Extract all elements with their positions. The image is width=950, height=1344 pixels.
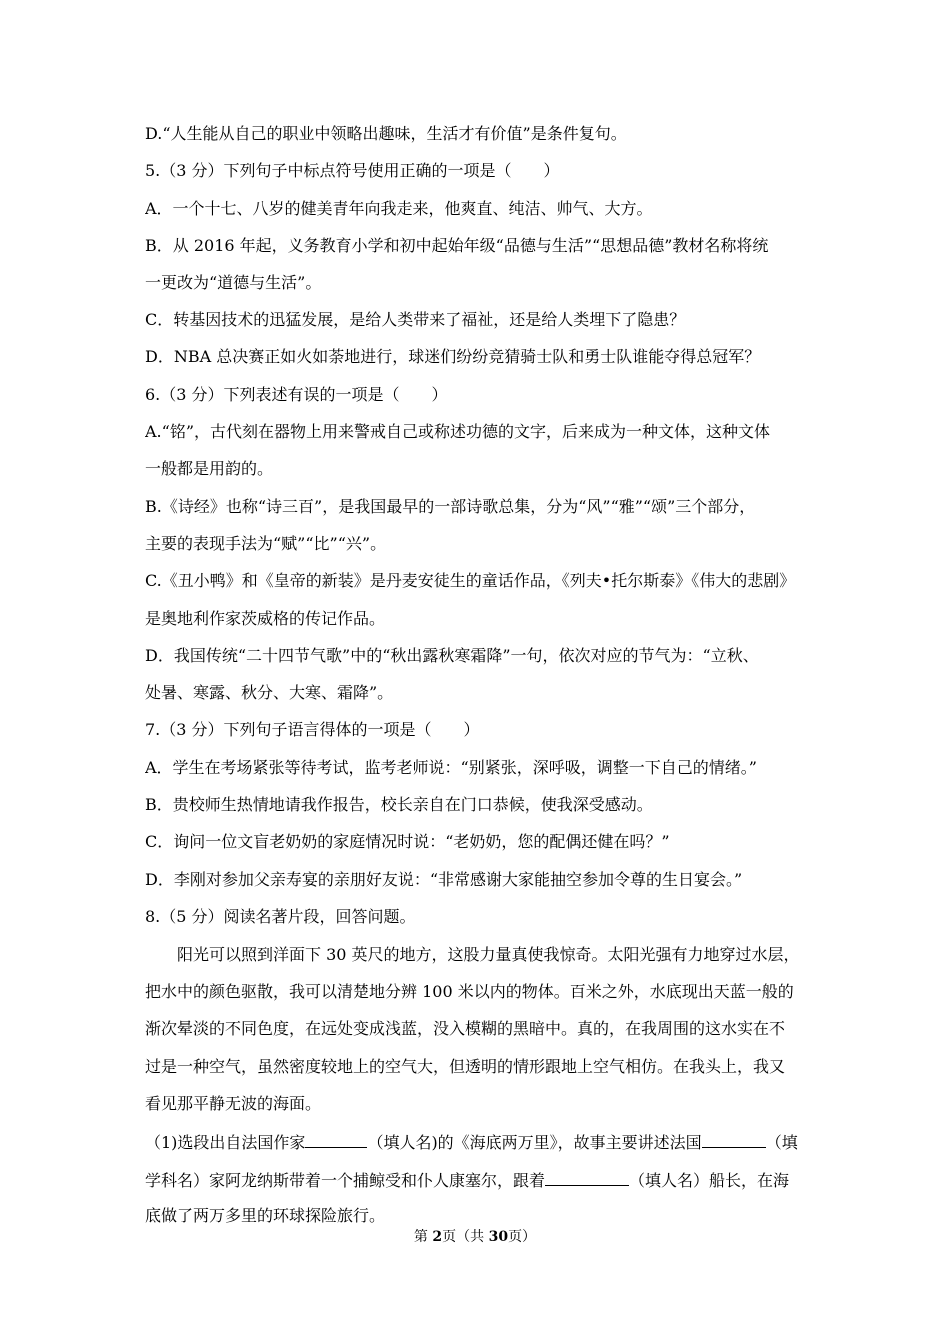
question-8-1-line: 底做了两万多里的环球探险旅行。 (145, 1206, 386, 1225)
option-line-5c: C．转基因技术的迅猛发展，是给人类带来了福祉，还是给人类埋下了隐患？ (145, 310, 686, 329)
question-8-1-line (145, 1131, 809, 1153)
option-line-6c-cont: 是奥地利作家茨威格的传记作品。 (145, 609, 386, 628)
question-8-stem: 8.（5 分）阅读名著片段，回答问题。 (145, 907, 416, 926)
option-line-6a-cont: 一般都是用韵的。 (145, 459, 274, 478)
option-line-7b: B．贵校师生热情地请我作报告，校长亲自在门口恭候，使我深受感动。 (145, 795, 653, 814)
option-line-7a: A．学生在考场紧张等待考试，监考老师说：“别紧张，深呼吸，调整一下自己的情绪。” (145, 758, 757, 777)
question-5-stem: 5.（3 分）下列句子中标点符号使用正确的一项是（ ） (145, 161, 560, 180)
option-line-6b: B.《诗经》也称“诗三百”，是我国最早的一部诗歌总集，分为“风”“雅”“颂”三个部分， (145, 497, 756, 516)
option-line-4d: D.“人生能从自己的职业中领略出趣味，生活才有价值”是条件复句。 (145, 124, 627, 143)
option-line-5a: A．一个十七、八岁的健美青年向我走来，他爽直、纯洁、帅气、大方。 (145, 199, 653, 218)
passage-line: 把水中的颜色驱散，我可以清楚地分辨 100 米以内的物体。百米之外，水底现出天蓝一般的 (145, 982, 794, 1001)
page-footer (0, 1228, 950, 1246)
option-line-5d: D．NBA 总决赛正如火如荼地进行，球迷们纷纷竞猜骑士队和勇士队谁能夺得总冠军？ (145, 347, 761, 366)
option-line-6b-cont: 主要的表现手法为“赋”“比”“兴”。 (145, 534, 387, 553)
option-line-6a: A.“铭”，古代刻在器物上用来警戒自己或称述功德的文字，后来成为一种文体，这种文体 (145, 422, 771, 441)
footer-text: 页（共 (442, 1229, 489, 1245)
question-8-1-text: 学科名）家阿龙纳斯带着一个捕鲸受和仆人康塞尔，跟着 (145, 1171, 546, 1190)
option-line-7d: D．李刚对参加父亲寿宴的亲朋好友说：“非常感谢大家能抽空参加令尊的生日宴会。” (145, 870, 743, 889)
question-7-stem: 7.（3 分）下列句子语言得体的一项是（ ） (145, 720, 480, 739)
passage-line: 阳光可以照到洋面下 30 英尺的地方，这股力量真使我惊奇。太阳光强有力地穿过水层， (177, 945, 800, 964)
option-line-6d-cont: 处暑、寒露、秋分、大寒、霜降”。 (145, 683, 394, 702)
footer-text: 第 (413, 1229, 433, 1245)
passage-line: 渐次晕淡的不同色度，在远处变成浅蓝，没入模糊的黑暗中。真的，在我周围的这水实在不 (145, 1019, 786, 1038)
question-8-1-text: （填人名）船长，在海 (629, 1171, 790, 1190)
footer-text: 页） (508, 1229, 537, 1245)
question-8-1-text: （填人名)的《海底两万里》，故事主要讲述法国 (367, 1133, 702, 1152)
option-line-6c: C.《丑小鸭》和《皇帝的新装》是丹麦安徒生的童话作品，《列夫•托尔斯泰》《伟大的悲剧》 (145, 571, 796, 590)
option-line-7c: C．询问一位文盲老奶奶的家庭情况时说：“老奶奶，您的配偶还健在吗？” (145, 832, 670, 851)
option-line-5b-cont: 一更改为“道德与生活”。 (145, 273, 322, 292)
passage-line: 过是一种空气，虽然密度较地上的空气大，但透明的情形跟地上空气相仿。在我头上，我又 (145, 1057, 786, 1076)
answer-blank-subject[interactable] (702, 1131, 766, 1148)
question-8-1-text: （1)选段出自法国作家 (145, 1133, 306, 1152)
total-page-count: 30 (488, 1229, 509, 1245)
option-line-6d: D．我国传统“二十四节气歌”中的“秋出露秋寒霜降”一句，依次对应的节气为：“立秋、 (145, 646, 759, 665)
question-8-1-line (145, 1169, 809, 1191)
question-8-1-text: （填 (765, 1133, 798, 1152)
question-6-stem: 6.（3 分）下列表述有误的一项是（ ） (145, 385, 448, 404)
answer-blank-author[interactable] (305, 1131, 367, 1148)
passage-line: 看见那平静无波的海面。 (145, 1094, 322, 1113)
current-page-number: 2 (432, 1229, 443, 1245)
option-line-5b: B．从 2016 年起，义务教育小学和初中起始年级“品德与生活”“思想品德”教材名称将统 (145, 236, 769, 255)
answer-blank-captain[interactable] (545, 1169, 629, 1186)
